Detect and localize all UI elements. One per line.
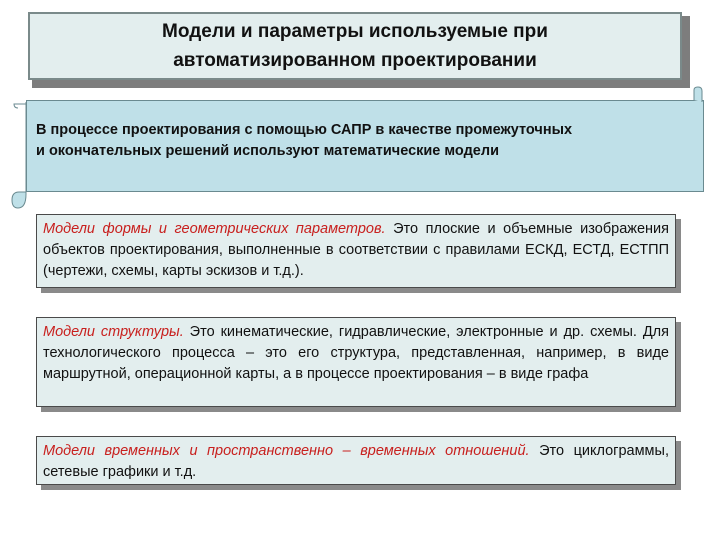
scroll-curl-left — [10, 102, 32, 210]
model-term: Модели временных и пространственно – временных отношений. — [43, 443, 530, 459]
model-term: Модели структуры. — [43, 324, 184, 340]
scroll-text — [36, 120, 712, 162]
title-line-2: автоматизированном проектировании — [173, 50, 537, 71]
model-box-temporal — [36, 436, 676, 485]
model-description: Это циклограммы, сетевые графики и т.д. — [43, 443, 669, 480]
scroll-line-1: В процессе проектирования с помощью САПР в качестве промежуточных — [36, 122, 573, 138]
scroll-curl-right — [692, 86, 712, 116]
model-term: Модели формы и геометрических параметров. — [43, 221, 386, 237]
page-title — [28, 12, 682, 80]
title-line-1: Модели и параметры используемые при — [162, 21, 548, 42]
model-description: Это плоские и объемные изображения объектов проектирования, выполненные в соответствии с правилами ЕСКД, ЕСТД, ЕСТПП (чертежи, схемы, карты эскизов и т.д.). — [43, 221, 669, 279]
model-box-structure — [36, 317, 676, 407]
scroll-line-2: и окончательных решений используют математические модели — [36, 143, 499, 159]
model-box-geometry — [36, 214, 676, 288]
model-description: Это кинематические, гидравлические, электронные и др. схемы. Для технологического процесса – это его структура, представленная, например, в виде маршрутной, операционной карты, а в процессе проектирования – в виде графа — [43, 324, 669, 382]
